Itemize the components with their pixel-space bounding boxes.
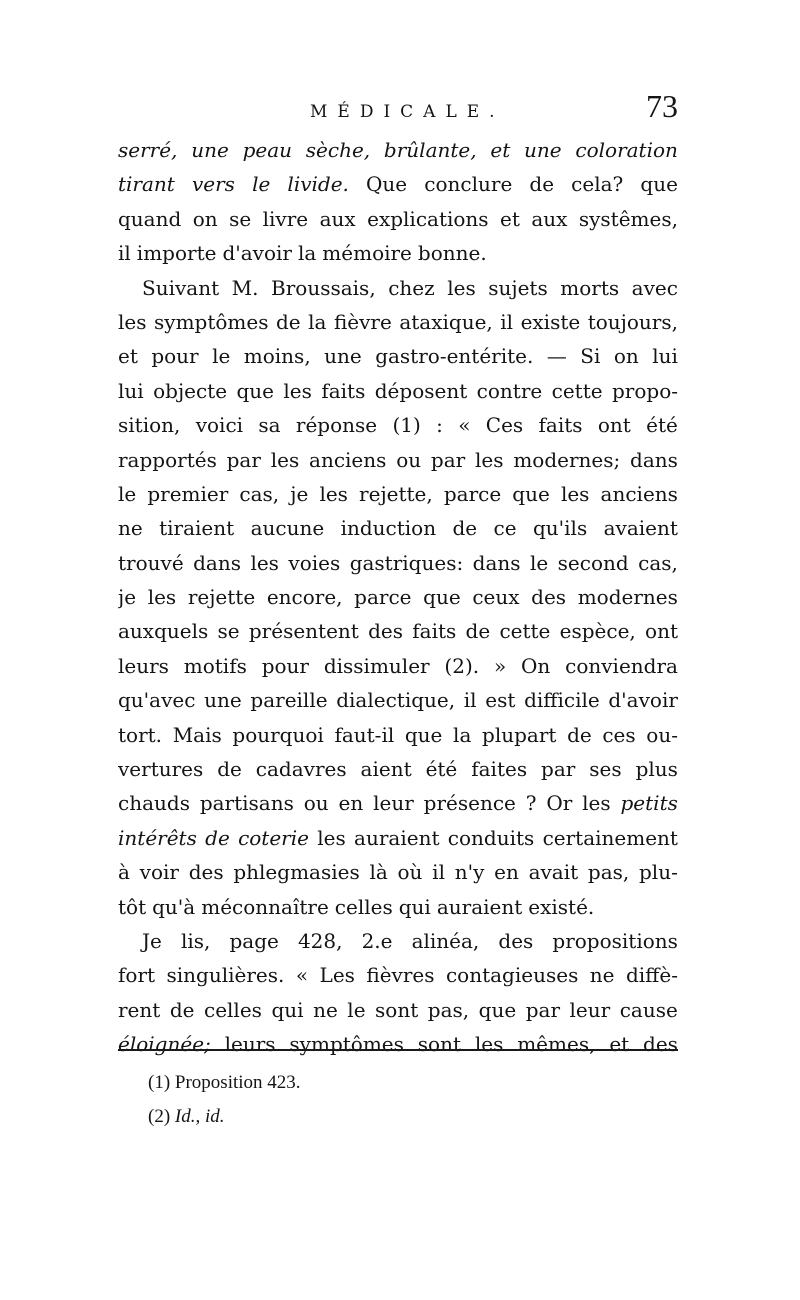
word: chauds <box>118 791 190 816</box>
word: où <box>397 860 423 885</box>
word: encore, <box>266 585 343 610</box>
word: conduits <box>447 825 535 850</box>
word: à <box>118 860 130 885</box>
word: le <box>529 550 549 575</box>
word: méconnaître <box>201 894 329 919</box>
word: une <box>191 138 229 162</box>
word: motifs <box>183 653 247 678</box>
word: leur <box>569 997 611 1022</box>
word: Ces <box>485 413 524 438</box>
word: lis, <box>180 928 211 953</box>
word: On <box>521 653 551 678</box>
word: celles <box>334 894 393 919</box>
word: (1) <box>392 413 421 438</box>
word: vers <box>191 172 235 197</box>
word: ? <box>525 791 537 816</box>
footnote-marker: (2) <box>148 1106 171 1127</box>
word: qui <box>271 997 304 1022</box>
word: tiraient <box>159 516 235 541</box>
word: rapportés <box>118 447 217 472</box>
word: ce <box>493 516 517 541</box>
word: lui <box>118 378 144 403</box>
word: la <box>297 241 317 266</box>
word: le <box>118 481 137 506</box>
word: cela? <box>571 172 624 197</box>
word: leur <box>373 791 414 816</box>
text-line <box>118 718 678 752</box>
word: de <box>217 757 242 782</box>
word: tôt <box>118 894 147 919</box>
word: leurs <box>118 653 169 678</box>
word: bonne. <box>417 241 487 266</box>
word: aient <box>360 757 412 782</box>
text-line <box>118 339 678 373</box>
word: ou <box>396 447 422 472</box>
word: ont <box>597 413 631 438</box>
text-line <box>118 924 678 958</box>
word: que <box>478 997 517 1022</box>
word: pour <box>151 344 199 369</box>
word: la <box>308 309 327 334</box>
word: aux <box>531 206 568 231</box>
word: premier <box>147 481 229 506</box>
word: avaient <box>603 516 678 541</box>
word: propositions <box>552 928 678 953</box>
word: avec <box>631 275 678 300</box>
word: auraient <box>354 825 440 850</box>
word: symptômes <box>289 1032 404 1057</box>
word: conclure <box>424 172 513 197</box>
word: contre <box>476 378 543 403</box>
word: pareille <box>250 688 328 713</box>
footnote <box>148 1066 548 1100</box>
word: toujours, <box>587 309 678 334</box>
word: certainement <box>542 825 678 850</box>
word: petits <box>620 791 678 816</box>
word: sèche, <box>305 138 371 162</box>
word: anciens <box>309 447 387 472</box>
word: difficile <box>524 688 600 713</box>
word: sont <box>417 1032 461 1057</box>
word: les <box>283 378 312 403</box>
word: été <box>425 757 458 782</box>
word: qu'ils <box>532 516 588 541</box>
word: je <box>290 481 309 506</box>
word: faits <box>538 413 583 438</box>
word: leurs <box>224 1032 276 1057</box>
footnote-text: Id., id. <box>174 1106 225 1127</box>
word: Que <box>366 172 408 197</box>
word: diffè- <box>625 963 678 988</box>
word: sition, <box>118 413 181 438</box>
running-head <box>118 88 678 132</box>
word: Si <box>580 344 601 369</box>
word: conviendra <box>565 653 678 678</box>
word: les <box>270 447 300 472</box>
word: pourquoi <box>232 722 324 747</box>
word: été <box>646 413 678 438</box>
word: vertures <box>118 757 204 782</box>
word: singulières. <box>166 963 285 988</box>
word: Je <box>142 928 162 953</box>
word: qui <box>398 894 431 919</box>
word: une <box>324 344 362 369</box>
word: les <box>319 481 348 506</box>
word: d'avoir <box>222 241 292 266</box>
text-line <box>118 546 678 580</box>
word: et <box>490 138 511 162</box>
word: présence <box>423 791 516 816</box>
word: 2.e <box>361 928 393 953</box>
text-line <box>118 511 678 545</box>
text-line <box>118 890 678 924</box>
running-title: MÉDICALE. <box>310 102 505 122</box>
word: les <box>147 585 177 610</box>
word: rejette <box>187 585 256 610</box>
word: gastro-entérite. <box>375 344 534 369</box>
footnote-marker: (1) <box>148 1072 171 1093</box>
word: page <box>229 928 279 953</box>
word: contagieuses <box>445 963 579 988</box>
word: espèce, <box>559 619 636 644</box>
word: le <box>252 172 271 197</box>
word: induction <box>340 516 437 541</box>
word: tirant <box>118 172 175 197</box>
text-line <box>118 855 678 889</box>
word: cas, <box>239 481 280 506</box>
word: « <box>458 413 471 438</box>
word: de <box>465 619 491 644</box>
text-line <box>118 614 678 648</box>
word: chez <box>388 275 435 300</box>
word: ont <box>645 619 678 644</box>
word: il <box>118 241 131 266</box>
word: on <box>192 206 218 231</box>
body-text <box>118 133 678 1062</box>
word: des <box>643 1032 678 1057</box>
word: dans <box>472 550 521 575</box>
word: existe <box>520 309 581 334</box>
word: par <box>525 997 561 1022</box>
word: second <box>557 550 629 575</box>
word: réponse <box>295 413 378 438</box>
text-line <box>118 202 678 236</box>
word: importe <box>136 241 217 266</box>
word: des <box>188 860 224 885</box>
word: le <box>347 997 366 1022</box>
word: en <box>494 860 519 885</box>
word: existé. <box>528 894 595 919</box>
word: faites <box>471 757 528 782</box>
word: parce <box>443 481 502 506</box>
word: il <box>432 860 445 885</box>
word: des <box>531 585 567 610</box>
text-line <box>118 580 678 614</box>
word: fort <box>118 963 156 988</box>
word: : <box>436 413 443 438</box>
text-line <box>118 443 678 477</box>
word: partisans <box>199 791 294 816</box>
word: déposent <box>374 378 468 403</box>
word: de <box>529 172 555 197</box>
word: cas, <box>638 550 678 575</box>
word: les <box>474 1032 504 1057</box>
word: ne <box>589 963 615 988</box>
word: propo- <box>611 378 678 403</box>
text-line <box>118 236 678 270</box>
word: fièvre <box>333 309 392 334</box>
word: plu- <box>639 860 678 885</box>
word: moins, <box>243 344 311 369</box>
word: une <box>524 138 562 162</box>
text-line <box>118 752 678 786</box>
word: une <box>204 688 242 713</box>
page-number: 73 <box>646 88 678 124</box>
word: mêmes, <box>517 1032 596 1057</box>
footnotes <box>148 1066 548 1134</box>
word: il <box>500 309 514 334</box>
word: qu'avec <box>118 688 196 713</box>
word: de <box>205 825 230 850</box>
word: rejette, <box>359 481 433 506</box>
word: « <box>295 963 309 988</box>
word: ne <box>313 997 338 1022</box>
word: coterie <box>238 825 309 850</box>
word: sujets <box>488 275 548 300</box>
text-line <box>118 649 678 683</box>
word: plus <box>635 757 678 782</box>
word: plupart <box>482 722 557 747</box>
word: des <box>368 619 404 644</box>
word: que <box>512 481 550 506</box>
word: livide. <box>287 172 349 197</box>
word: avait <box>528 860 579 885</box>
word: d'avoir <box>608 688 678 713</box>
word: — <box>546 344 567 369</box>
word: se <box>229 206 252 231</box>
word: là <box>369 860 388 885</box>
text-line <box>118 133 678 167</box>
word: alinéa, <box>411 928 480 953</box>
footnote <box>148 1100 548 1134</box>
word: mémoire <box>322 241 412 266</box>
word: par <box>541 757 576 782</box>
word: que <box>404 722 443 747</box>
word: cette <box>499 619 551 644</box>
word: celles <box>204 997 262 1022</box>
word: » <box>493 653 507 678</box>
word: que <box>640 172 678 197</box>
word: en <box>338 791 364 816</box>
word: aucune <box>250 516 325 541</box>
word: faut-il <box>334 722 395 747</box>
word: les <box>317 825 346 850</box>
word: anciens <box>600 481 678 506</box>
word: n'y <box>454 860 485 885</box>
word: modernes; <box>513 447 621 472</box>
word: Les <box>319 963 355 988</box>
text-line <box>118 374 678 408</box>
word: coloration <box>575 138 678 162</box>
word: que <box>236 378 274 403</box>
word: gastriques: <box>349 550 464 575</box>
word: ses <box>589 757 622 782</box>
word: objecte <box>153 378 228 403</box>
word: pas, <box>427 997 470 1022</box>
word: tort. <box>118 722 163 747</box>
word: de <box>567 722 592 747</box>
word: éloignée; <box>118 1032 211 1057</box>
word: les <box>475 447 504 472</box>
word: (2). <box>444 653 480 678</box>
word: explications <box>367 206 489 231</box>
word: intérêts <box>118 825 197 850</box>
word: parce <box>354 585 412 610</box>
word: dissimuler <box>323 653 430 678</box>
word: systêmes, <box>578 206 678 231</box>
text-line <box>118 408 678 442</box>
word: il <box>463 688 477 713</box>
word: ne <box>118 516 143 541</box>
word: et <box>609 1032 630 1057</box>
text-line <box>118 683 678 717</box>
text-line <box>118 1027 678 1061</box>
text-line <box>118 477 678 511</box>
word: voici <box>195 413 244 438</box>
word: des <box>498 928 534 953</box>
word: les <box>447 275 476 300</box>
word: sont <box>375 997 419 1022</box>
word: ataxique, <box>399 309 493 334</box>
word: quand <box>118 206 182 231</box>
word: aux <box>319 206 356 231</box>
text-line <box>118 167 678 201</box>
word: M. <box>231 275 259 300</box>
footnote-text: Proposition 423. <box>174 1072 301 1093</box>
word: cadavres <box>255 757 347 782</box>
word: se <box>217 619 240 644</box>
text-line <box>118 958 678 992</box>
word: brûlante, <box>383 138 477 162</box>
word: la <box>453 722 472 747</box>
text-line <box>118 271 678 305</box>
word: on <box>613 344 639 369</box>
word: phlegmasies <box>233 860 360 885</box>
word: de <box>275 309 301 334</box>
word: de <box>169 997 195 1022</box>
text-line <box>118 821 678 855</box>
word: ceux <box>472 585 520 610</box>
word: les <box>582 791 611 816</box>
word: les <box>560 481 590 506</box>
word: dans <box>630 447 678 472</box>
word: de <box>452 516 478 541</box>
word: pas, <box>587 860 630 885</box>
word: dans <box>193 550 241 575</box>
word: sa <box>258 413 281 438</box>
word: présentent <box>248 619 359 644</box>
footnote-rule <box>118 1049 678 1051</box>
word: Or <box>546 791 573 816</box>
word: faits <box>412 619 457 644</box>
word: cette <box>551 378 603 403</box>
word: dialectique, <box>336 688 456 713</box>
word: rent <box>118 997 161 1022</box>
text-line <box>118 786 678 820</box>
word: auxquels <box>118 619 209 644</box>
word: par <box>430 447 466 472</box>
word: les <box>118 309 147 334</box>
word: cause <box>619 997 678 1022</box>
word: je <box>118 585 137 610</box>
word: fièvres <box>366 963 435 988</box>
word: Suivant <box>142 275 220 300</box>
word: et <box>500 206 520 231</box>
word: 428, <box>297 928 343 953</box>
word: peau <box>242 138 293 162</box>
word: ou <box>303 791 329 816</box>
word: les <box>250 550 279 575</box>
word: livre <box>262 206 309 231</box>
word: symptômes <box>154 309 269 334</box>
word: serré, <box>118 138 178 162</box>
word: par <box>226 447 261 472</box>
word: auraient <box>436 894 523 919</box>
text-line <box>118 993 678 1027</box>
word: le <box>212 344 231 369</box>
word: Broussais, <box>271 275 376 300</box>
word: trouvé <box>118 550 184 575</box>
word: pour <box>261 653 309 678</box>
word: modernes <box>577 585 678 610</box>
word: ces <box>602 722 636 747</box>
word: Mais <box>172 722 222 747</box>
word: voir <box>139 860 179 885</box>
word: et <box>118 344 138 369</box>
word: faits <box>321 378 366 403</box>
word: qu'à <box>152 894 196 919</box>
text-line <box>118 305 678 339</box>
word: que <box>423 585 461 610</box>
word: morts <box>560 275 620 300</box>
word: ou- <box>646 722 678 747</box>
word: est <box>485 688 516 713</box>
word: lui <box>652 344 678 369</box>
word: voies <box>288 550 341 575</box>
